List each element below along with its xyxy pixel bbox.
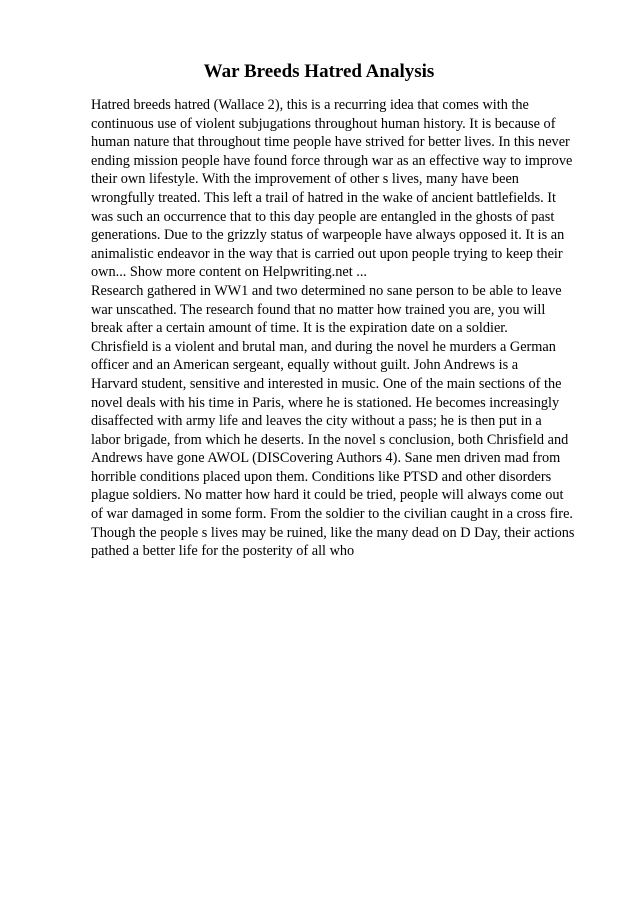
- text-line: Research gathered in WW1 and two determined no sane person to be able to leave: [91, 282, 562, 299]
- text-line: Hatred breeds hatred (Wallace 2), this is a recurring idea that comes with the: [91, 97, 529, 113]
- text-line: ending mission people have found force through war as an effective way to improve: [91, 152, 573, 169]
- text-line: continuous use of violent subjugations throughout human history. It is because of: [91, 115, 556, 132]
- text-line: novel deals with his time in Paris, where he is stationed. He becomes increasingly: [91, 394, 560, 411]
- body-text: [91, 96, 591, 561]
- text-line: of war damaged in some form. From the soldier to the civilian caught in a cross fire.: [91, 506, 573, 523]
- text-line: wrongfully treated. This left a trail of hatred in the wake of ancient battlefields. It: [91, 189, 557, 206]
- text-line: plague soldiers. No matter how hard it could be tried, people will always come out: [91, 487, 564, 504]
- text-line: Harvard student, sensitive and interested in music. One of the main sections of the: [91, 375, 562, 392]
- document-title: War Breeds Hatred Analysis: [203, 61, 435, 82]
- text-line: animalistic endeavor in the way that is carried out upon people trying to keep their: [91, 245, 563, 262]
- text-line: break after a certain amount of time. It is the expiration date on a soldier.: [91, 320, 508, 337]
- text-line: generations. Due to the grizzly status of warpeople have always opposed it. It is an: [91, 227, 565, 244]
- text-line: was such an occurrence that to this day people are entangled in the ghosts of past: [91, 208, 555, 225]
- text-line: labor brigade, from which he deserts. In the novel s conclusion, both Chrisfield and: [91, 431, 569, 448]
- text-line: disaffected with army life and leaves the city without a pass; he is then put in a: [91, 413, 542, 430]
- text-line: Andrews have gone AWOL (DISCovering Authors 4). Sane men driven mad from: [91, 450, 561, 467]
- text-line: war unscathed. The research found that no matter how trained you are, you will: [91, 301, 546, 318]
- text-line: horrible conditions placed upon them. Conditions like PTSD and other disorders: [91, 468, 552, 485]
- text-line: their own lifestyle. With the improvement of other s lives, many have been: [91, 171, 519, 188]
- text-line: own... Show more content on Helpwriting.net ...: [91, 264, 367, 281]
- text-line: human nature that throughout time people have strived for better lives. In this never: [91, 134, 570, 151]
- text-line: Chrisfield is a violent and brutal man, and during the novel he murders a German: [91, 338, 556, 355]
- text-line: Though the people s lives may be ruined, like the many dead on D Day, their actions: [91, 524, 575, 541]
- text-line: pathed a better life for the posterity of all who: [91, 543, 355, 560]
- text-line: officer and an American sergeant, equally without guilt. John Andrews is a: [91, 357, 519, 374]
